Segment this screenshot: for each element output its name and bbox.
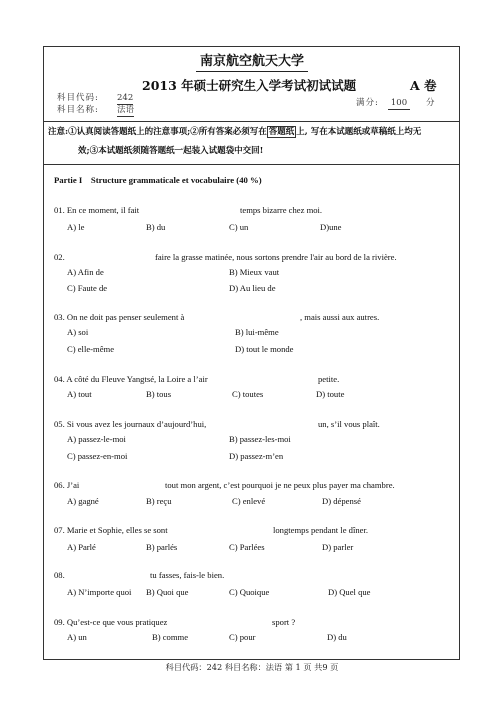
notice-answer-sheet-box: 答题纸	[268, 127, 295, 137]
question-2-stem-a: 02.	[54, 252, 65, 262]
question-2-option-a: A) Afin de	[67, 267, 104, 277]
university-underline	[196, 71, 308, 72]
exam-title: 2013 年硕士研究生入学考试初试试题	[142, 78, 357, 93]
question-2-stem-b: faire la grasse matinée, nous sortons prendre l'air au bord de la rivière.	[155, 252, 397, 262]
question-9-option-d: D) du	[327, 632, 347, 642]
full-score-label: 满分:	[356, 98, 379, 108]
question-3-option-d: D) tout le monde	[235, 344, 294, 354]
question-2-option-b: B) Mieux vaut	[229, 267, 280, 277]
question-8-option-a: A) N’importe quoi	[67, 587, 132, 597]
question-4-stem-b: petite.	[318, 374, 340, 384]
question-3-option-b: B) lui-même	[235, 327, 279, 337]
question-4-stem-a: 04. A côté du Fleuve Yangtsé, la Loire a l’air	[54, 374, 208, 384]
question-3-option-c: C) elle-même	[67, 344, 115, 354]
header-divider	[43, 121, 460, 122]
question-7-option-c: C) Parlées	[229, 542, 265, 552]
score-unit: 分	[426, 98, 436, 108]
question-5-option-d: D) passez-m’en	[229, 451, 284, 461]
question-4-option-a: A) tout	[67, 389, 92, 399]
question-9-stem-a: 09. Qu’est-ce que vous pratiquez	[54, 617, 168, 627]
part-title: Partie I Structure grammaticale et vocabulaire (40 %)	[54, 175, 262, 185]
question-8-stem-a: 08.	[54, 570, 65, 580]
full-score-value: 100	[388, 99, 410, 110]
question-8-stem-b: tu fasses, fais-le bien.	[150, 570, 225, 580]
question-2-option-d: D) Au lieu de	[229, 283, 276, 293]
question-5-option-b: B) passez-les-moi	[229, 434, 291, 444]
question-1-stem-b: temps bizarre chez moi.	[240, 205, 323, 215]
question-5-stem-b: un, s’il vous plaît.	[318, 419, 380, 429]
question-6-stem-b: tout mon argent, c’est pourquoi je ne peux plus payer ma chambre.	[165, 480, 395, 490]
question-7-stem-a: 07. Marie et Sophie, elles se sont	[54, 525, 168, 535]
question-1-option-d: D)une	[320, 222, 342, 232]
question-6-option-c: C) enlevé	[232, 496, 266, 506]
question-7-option-d: D) parler	[322, 542, 354, 552]
question-3-option-a: A) soi	[67, 327, 89, 337]
question-8-option-d: D) Quel que	[328, 587, 371, 597]
subject-name-value: 法语	[117, 105, 135, 115]
question-9-option-b: B) comme	[152, 632, 189, 642]
subject-code-label: 科目代码:	[57, 93, 99, 103]
question-4-option-c: C) toutes	[232, 389, 264, 399]
question-8-option-b: B) Quoi que	[146, 587, 189, 597]
question-8-option-c: C) Quoique	[229, 587, 270, 597]
exam-volume: A 卷	[410, 78, 437, 93]
question-2-option-c: C) Faute de	[67, 283, 108, 293]
question-7-option-a: A) Parlé	[67, 542, 96, 552]
subject-code-value: 242	[117, 93, 134, 103]
question-6-option-b: B) reçu	[146, 496, 172, 506]
question-1-option-a: A) le	[67, 222, 85, 232]
notice-text-a: ①认真阅读答题纸上的注意事项;②所有答案必须写在	[68, 127, 267, 137]
page-footer: 科目代码：242 科目名称：法语 第 1 页 共9 页	[165, 662, 339, 672]
question-5-option-a: A) passez-le-moi	[67, 434, 126, 444]
question-6-stem-a: 06. J’ai	[54, 480, 80, 490]
university-name: 南京航空航天大学	[199, 54, 304, 69]
question-4-option-b: B) tous	[146, 389, 172, 399]
question-9-stem-b: sport ?	[272, 617, 296, 627]
notice-line-1	[48, 128, 421, 137]
notice-label: 注意:	[48, 127, 69, 137]
question-6-option-a: A) gagné	[67, 496, 99, 506]
subject-name-label: 科目名称:	[57, 105, 99, 115]
notice-divider	[43, 164, 460, 165]
question-1-option-c: C) un	[229, 222, 249, 232]
question-4-option-d: D) toute	[316, 389, 345, 399]
question-6-option-d: D) dépensé	[322, 496, 361, 506]
question-5-stem-a: 05. Si vous avez les journaux d’aujourd’hui,	[54, 419, 207, 429]
question-1-option-b: B) du	[146, 222, 166, 232]
question-1-stem-a: 01. En ce moment, il fait	[54, 205, 140, 215]
question-3-stem-a: 03. On ne doit pas penser seulement à	[54, 312, 185, 322]
question-9-option-a: A) un	[67, 632, 87, 642]
notice-line-2: 效;③本试题纸须随答题纸一起装入试题袋中交回!	[78, 146, 264, 156]
question-3-stem-b: , mais aussi aux autres.	[300, 312, 380, 322]
notice-text-b: 上, 写在本试题纸或草稿纸上均无	[296, 127, 422, 137]
question-7-option-b: B) parlés	[146, 542, 178, 552]
question-9-option-c: C) pour	[229, 632, 256, 642]
question-5-option-c: C) passez-en-moi	[67, 451, 128, 461]
question-7-stem-b: longtemps pendant le dîner.	[273, 525, 368, 535]
